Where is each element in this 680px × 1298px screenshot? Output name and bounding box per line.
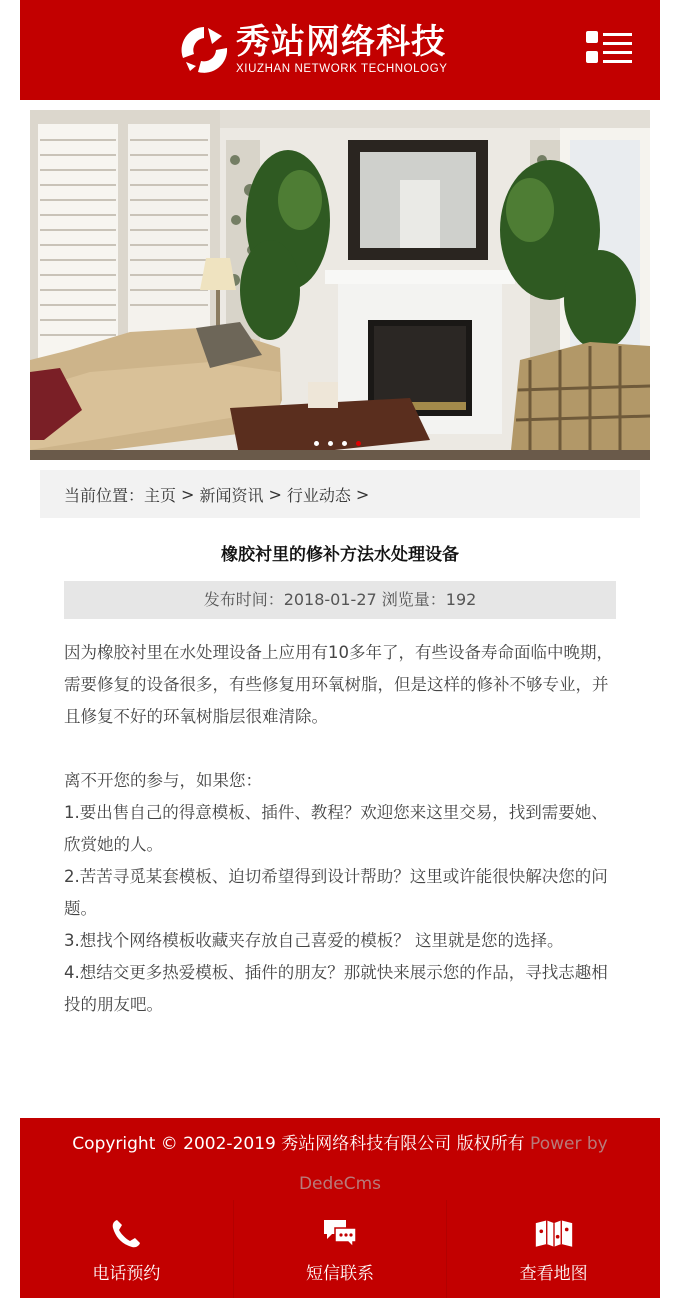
nav-label: 查看地图: [519, 1264, 588, 1284]
paragraph-gap: [64, 733, 616, 765]
nav-phone[interactable]: [20, 1200, 234, 1298]
nav-label: 短信联系: [306, 1264, 374, 1284]
bottom-nav: [20, 1200, 660, 1298]
breadcrumb: [40, 470, 640, 518]
header: [20, 0, 660, 100]
living-room-photo: [30, 110, 650, 460]
power-by-link[interactable]: Power by DedeCms: [298, 1134, 608, 1194]
breadcrumb-separator: >: [181, 484, 195, 504]
breadcrumb-separator: >: [268, 484, 282, 504]
article-content: [64, 637, 616, 1021]
logo-text: [236, 23, 448, 77]
copyright-text: Copyright © 2002-2019 秀站网络科技有限公司 版权所有: [72, 1134, 531, 1154]
breadcrumb-news[interactable]: 新闻资讯: [199, 485, 264, 505]
slider-dot[interactable]: [314, 441, 319, 446]
slider-dot[interactable]: [342, 441, 347, 446]
logo-mark-icon: [178, 24, 230, 76]
phone-icon: [106, 1216, 146, 1252]
chat-icon: [320, 1216, 360, 1252]
article-title: 橡胶衬里的修补方法水处理设备: [221, 545, 459, 565]
slider-dot[interactable]: [328, 441, 333, 446]
nav-label: 电话预约: [92, 1264, 161, 1284]
article-list-item: 4.想结交更多热爱模板、插件的朋友？那就快来展示您的作品，寻找志趣相投的朋友吧。: [64, 963, 608, 1014]
logo[interactable]: [178, 18, 478, 82]
banner-slider[interactable]: [30, 110, 650, 460]
article-list-item: 1.要出售自己的得意模板、插件、教程？欢迎您来这里交易，找到需要她、欣赏她的人。: [64, 803, 608, 854]
nav-map[interactable]: [447, 1200, 660, 1298]
article-meta: 发布时间：2018-01-27 浏览量：192: [64, 581, 616, 619]
slider-dot-active[interactable]: [356, 441, 361, 446]
breadcrumb-separator: >: [355, 484, 370, 504]
breadcrumb-home[interactable]: 主页: [144, 485, 177, 505]
article-list-item: 3.想找个网络模板收藏夹存放自己喜爱的模板？ 这里就是您的选择。: [64, 931, 564, 950]
article-list-item: 2.苦苦寻觅某套模板、迫切希望得到设计帮助？这里或许能很快解决您的问题。: [64, 867, 608, 918]
logo-subtitle: XIUZHAN NETWORK TECHNOLOGY: [236, 63, 448, 75]
copyright: [20, 1124, 660, 1204]
logo-title: 秀站网络科技: [236, 22, 446, 62]
slider-dots: [314, 441, 361, 446]
map-icon: [534, 1216, 574, 1252]
nav-sms[interactable]: [234, 1200, 448, 1298]
article-paragraph: 因为橡胶衬里在水处理设备上应用有10多年了，有些设备寿命面临中晚期，需要修复的设备很多，有些修复用环氧树脂，但是这样的修补不够专业，并且修复不好的环氧树脂层很难清除。: [64, 643, 613, 726]
menu-list-icon[interactable]: [586, 31, 632, 67]
breadcrumb-prefix: 当前位置：: [64, 485, 145, 505]
breadcrumb-industry[interactable]: 行业动态: [286, 485, 351, 505]
article-paragraph: 离不开您的参与，如果您：: [64, 771, 262, 790]
footer: [20, 1118, 660, 1298]
